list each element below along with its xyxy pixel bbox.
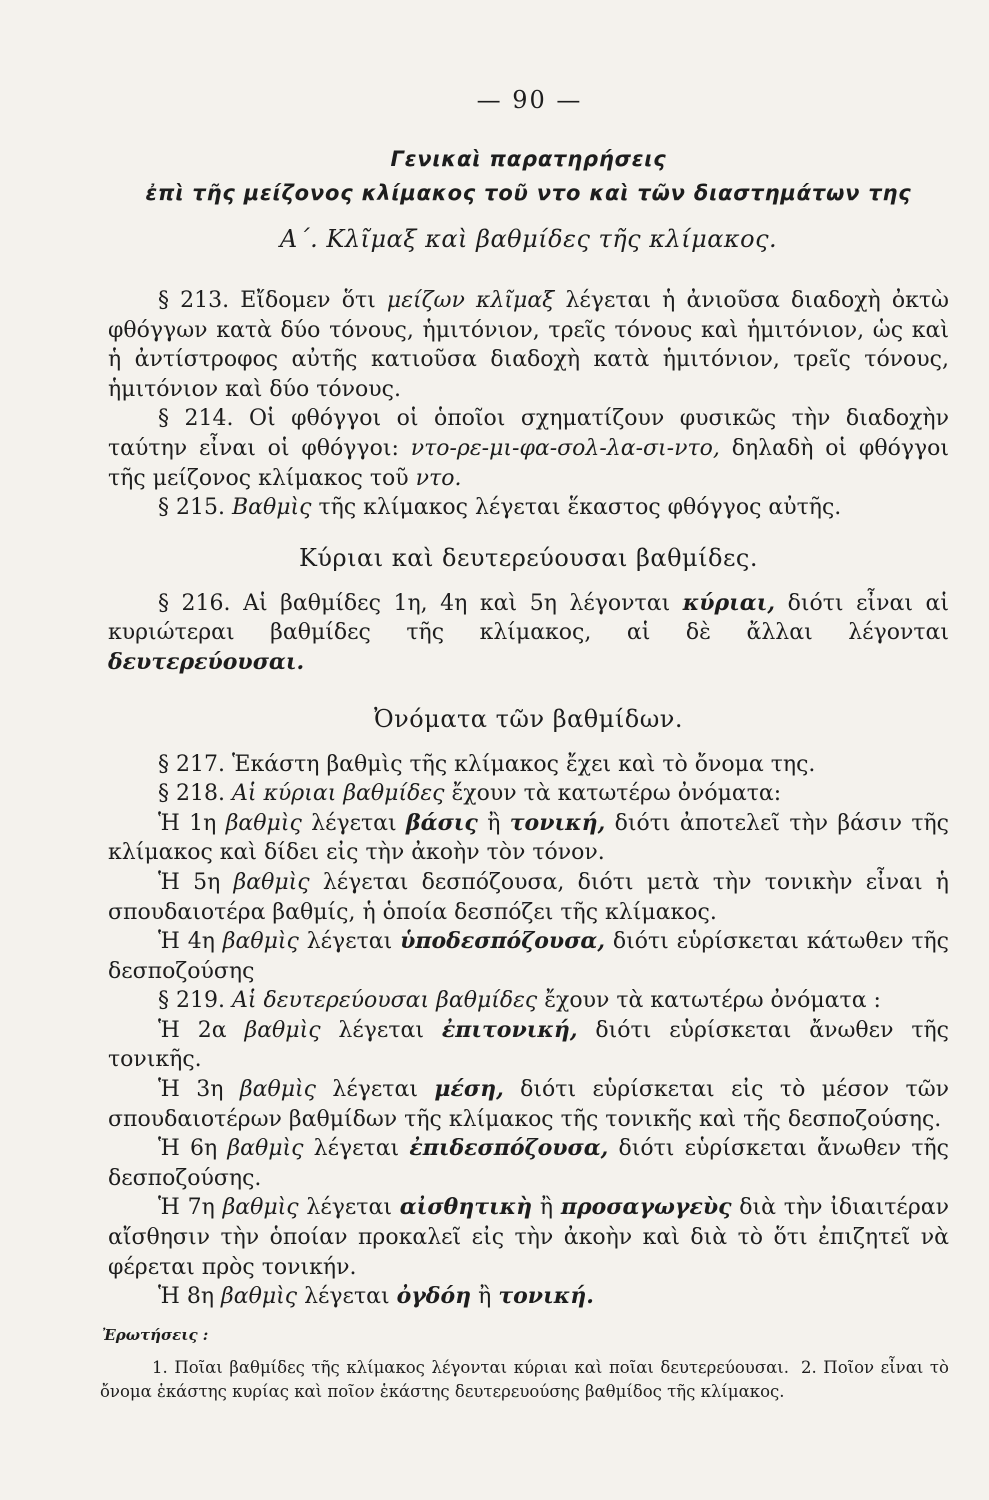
term-bold: κύριαι, [682,589,776,616]
section-number: § 217. [158,751,225,777]
page-number: — 90 — [476,86,583,114]
term-bold: αἰσθητικὴ [399,1194,533,1221]
paragraph-216: § 216. Αἱ βαθμίδες 1η, 4η καὶ 5η λέγονται κύριαι, διότι εἶναι αἱ κυριώτεραι βαθμίδες τῆς κλίμακος, αἱ δὲ ἄλλαι λέγονται δευτερεύουσαι. [108,589,949,675]
heading-line-1: Γενικαὶ παρατηρήσεις [390,147,667,171]
degree-7: Ἡ 7η βαθμὶς λέγεται αἰσθητικὴ ἢ προσαγωγεὺς διὰ τὴν ἰδιαιτέραν αἴσθησιν τὴν ὁποίαν προκαλεῖ εἰς τὴν ἀκοὴν καὶ διὰ τὸ ὅτι ἐπιζητεῖ νὰ φέρεται πρὸς τονικήν. [108,1194,949,1280]
paragraph-218: § 218. Αἱ κύριαι βαθμίδες ἔχουν τὰ κατωτέρω ὀνόματα: [158,781,782,807]
question-1: 1. Ποῖαι βαθμίδες τῆς κλίμακος λέγονται κύριαι καὶ ποῖαι δευτερεύουσαι. [152,1358,789,1377]
degree-5: Ἡ 5η βαθμὶς λέγεται δεσπόζουσα, διότι μετὰ τὴν τονικὴν εἶναι ἡ σπουδαιοτέρα βαθμίς, ἡ ὁποία δεσπόζει τῆς κλίμακος. [108,869,949,925]
questions-title: Ἐρωτήσεις : [102,1326,209,1344]
term-bold: ἐπιδεσπόζουσα, [409,1135,609,1162]
degree-3: Ἡ 3η βαθμὶς λέγεται μέση, διότι εὑρίσκεται εἰς τὸ μέσον τῶν σπουδαιοτέρων βαθμίδων τῆς κλίμακος τῆς τονικῆς καὶ τῆς δεσποζούσης. [108,1076,950,1132]
term-italic: ντο-ρε-μι-φα-σολ-λα-σι-ντο, [410,435,720,461]
paragraph-219: § 219. Αἱ δευτερεύουσαι βαθμίδες ἔχουν τὰ κατωτέρω ὀνόματα : [158,988,881,1014]
subheading: Α΄. Κλῖμαξ καὶ βαθμίδες τῆς κλίμακος. [279,225,778,253]
section-number: § 213. [158,288,230,313]
term-bold: μέση, [434,1076,504,1103]
degree-8: Ἡ 8η βαθμὶς λέγεται ὀγδόη ἢ τονική. [158,1283,594,1310]
section-title-degree-names: Ὀνόματα τῶν βαθμίδων. [374,704,683,733]
term-bold: δευτερεύουσαι. [108,648,305,675]
term-italic: Αἱ κύριαι βαθμίδες [231,781,445,807]
paragraph-215: § 215. Βαθμὶς τῆς κλίμακος λέγεται ἕκαστος φθόγγος αὐτῆς. [158,495,842,521]
review-questions [100,1326,949,1404]
section-number: § 219. [158,988,225,1014]
question-2: 2. Ποῖον εἶναι τὸ ὄνομα ἑκάστης κυρίας καὶ ποῖον ἑκάστης δευτερευούσης βαθμίδος τῆς κλίμακος. [100,1358,949,1401]
section-title-main-degrees: Κύριαι καὶ δευτερεύουσαι βαθμίδες. [298,543,758,572]
term-bold: ἐπιτονική, [441,1016,578,1043]
heading-line-2: ἐπὶ τῆς μείζονος κλίμακος τοῦ ντο καὶ τῶν διαστημάτων της [145,181,912,205]
section-number: § 214. [158,406,234,432]
body-text [108,286,949,1312]
term-italic: Βαθμὶς [231,495,312,521]
paragraph-217: § 217. Ἑκάστη βαθμὶς τῆς κλίμακος ἔχει καὶ τὸ ὄνομα της. [158,751,816,777]
degree-4: Ἡ 4η βαθμὶς λέγεται ὑποδεσπόζουσα, διότι εὑρίσκεται κάτωθεν τῆς δεσποζούσης [108,928,949,984]
term-bold: βάσις [406,809,478,836]
paragraph-213: § 213. Εἴδομεν ὅτι μείζων κλῖμαξ λέγεται ἡ ἀνιοῦσα διαδοχὴ ὀκτὼ φθόγγων κατὰ δύο τόνους, ἡμιτόνιον, τρεῖς τόνους καὶ ἡμιτόνιον, ὡς καὶ ἡ ἀντίστροφος αὐτῆς κατιοῦσα διαδοχὴ κατὰ ἡμιτόνιον, τρεῖς τόνους, ἡμιτόνιον καὶ δύο τόνους. [108,288,949,402]
term-italic: Αἱ δευτερεύουσαι βαθμίδες [231,988,538,1014]
term-bold: τονική, [509,809,606,836]
term-bold: ὑποδεσπόζουσα, [400,928,606,955]
degree-6: Ἡ 6η βαθμὶς λέγεται ἐπιδεσπόζουσα, διότι εὑρίσκεται ἄνωθεν τῆς δεσποζούσης. [108,1135,949,1191]
paragraph-214: § 214. Οἱ φθόγγοι οἱ ὁποῖοι σχηματίζουν φυσικῶς τὴν διαδοχὴν ταύτην εἶναι οἱ φθόγγοι: ντο-ρε-μι-φα-σολ-λα-σι-ντο, δηλαδὴ οἱ φθόγγοι τῆς μείζονος κλίμακος τοῦ ντο. [108,406,949,491]
section-number: § 218. [158,781,225,807]
term-italic: ντο. [415,465,462,491]
section-number: § 216. [158,590,231,616]
degree-1: Ἡ 1η βαθμὶς λέγεται βάσις ἢ τονική, διότι ἀποτελεῖ τὴν βάσιν τῆς κλίμακος καὶ δίδει εἰς τὴν ἀκοὴν τὸν τόνον. [108,809,950,866]
term-bold: τονική. [498,1283,594,1310]
term-italic: μείζων κλῖμαξ [386,288,555,313]
section-number: § 215. [158,495,225,521]
degree-2: Ἡ 2α βαθμὶς λέγεται ἐπιτονική, διότι εὑρίσκεται ἄνωθεν τῆς τονικῆς. [108,1016,950,1073]
questions-text [100,1356,949,1404]
term-bold: προσαγωγεὺς [560,1194,732,1221]
chapter-heading [108,142,949,254]
term-bold: ὀγδόη [396,1283,472,1310]
